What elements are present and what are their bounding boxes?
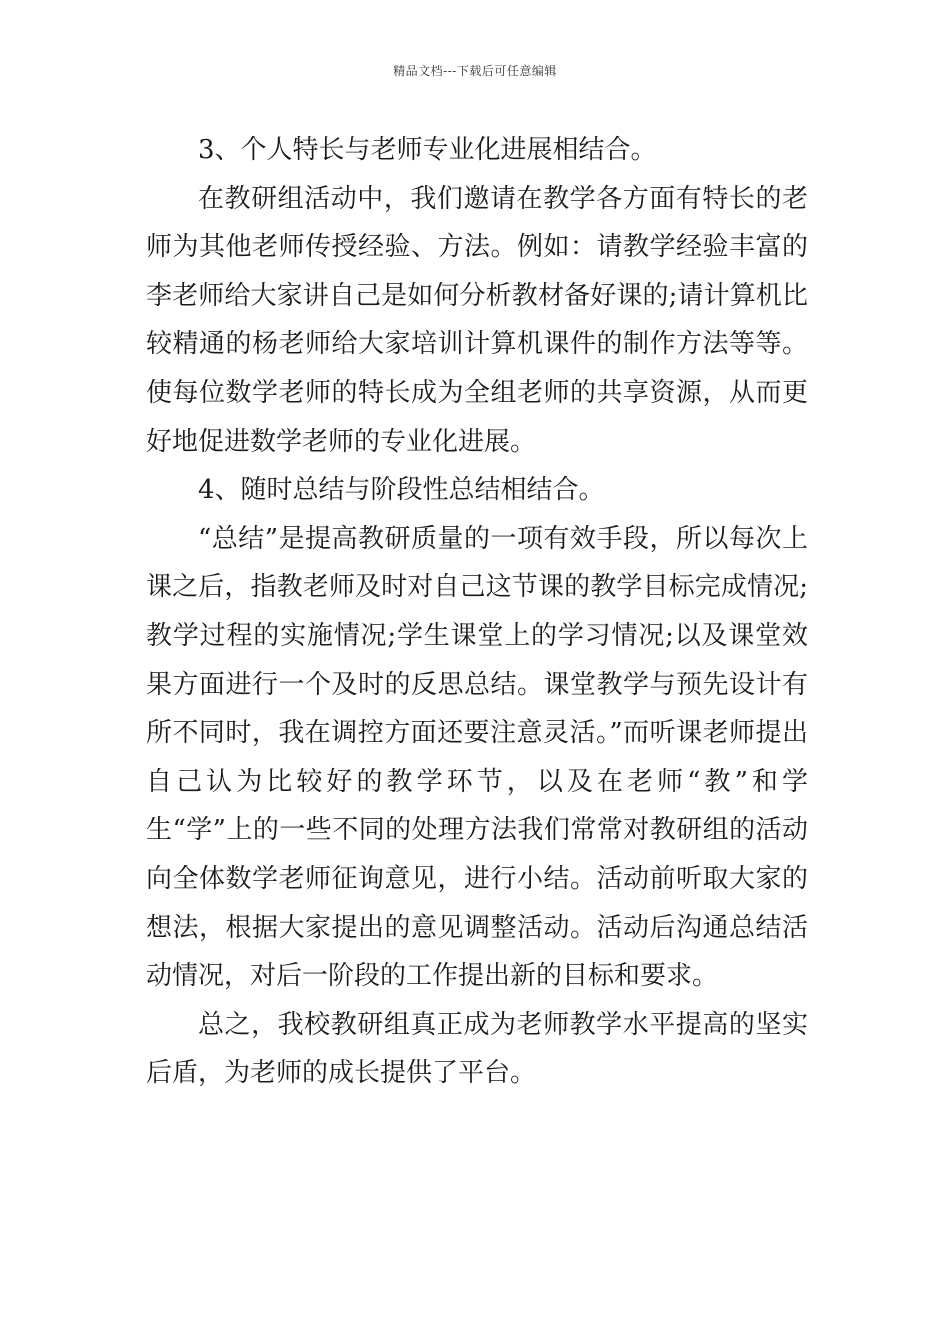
- paragraph-conclusion: 总之，我校教研组真正成为老师教学水平提高的坚实后盾，为老师的成长提供了平台。: [146, 1009, 808, 1089]
- paragraph-point-3-heading: 3、个人特长与老师专业化进展相结合。: [198, 135, 657, 165]
- paragraph-specialty-sharing: 在教研组活动中，我们邀请在教学各方面有特长的老师为其他老师传授经验、方法。例如：请教学经验丰富的李老师给大家讲自己是如何分析教材备好课的;请计算机比较精通的杨老师给大家培训计算机课件的制作方法等等。使每位数学老师的特长成为全组老师的共享资源，从而更好地促进数学老师的专业化进展。: [146, 183, 808, 457]
- document-body: [146, 126, 808, 1098]
- paragraph-point-4-heading: 4、随时总结与阶段性总结相结合。: [198, 475, 605, 506]
- page-header: 精品文档---下载后可任意编辑: [393, 64, 557, 78]
- paragraph-summary-method: “总结”是提高教研质量的一项有效手段，所以每次上课之后，指教老师及时对自己这节课的教学目标完成情况;教学过程的实施情况;学生课堂上的学习情况;以及课堂效果方面进行一个及时的反思总结。课堂教学与预先设计有所不同时，我在调控方面还要注意灵活。”而听课老师提出自己认为比较好的教学环节，以及在老师“教”和学生“学”上的一些不同的处理方法我们常常对教研组的活动向全体数学老师征询意见，进行小结。活动前听取大家的想法，根据大家提出的意见调整活动。活动后沟通总结活动情况，对后一阶段的工作提出新的目标和要求。: [146, 523, 808, 992]
